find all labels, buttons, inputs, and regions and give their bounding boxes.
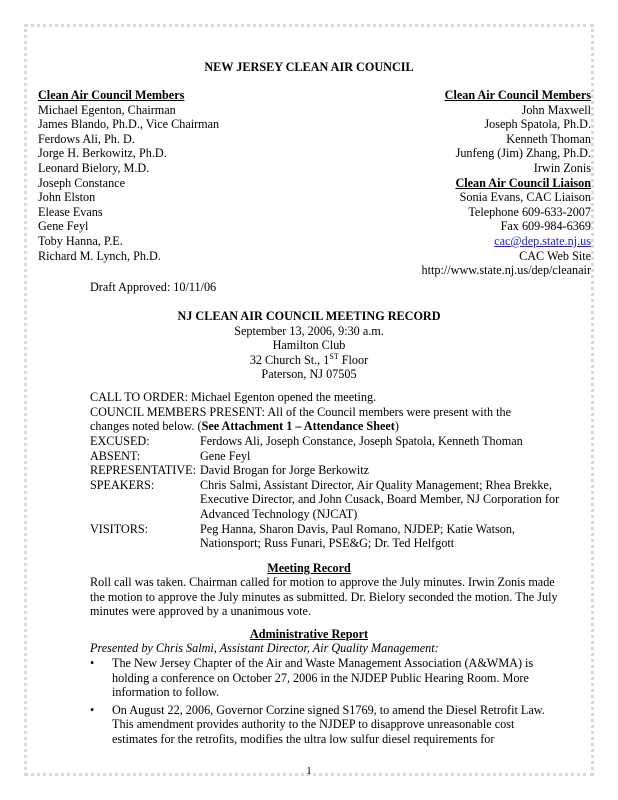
call-to-order: CALL TO ORDER: Michael Egenton opened the meeting. [90,390,377,404]
member-item: Elease Evans [38,204,103,219]
member-item: Ferdows Ali, Ph. D. [38,131,135,146]
list-item: • The New Jersey Chapter of the Air and Waste Management Association (A&WMA) is holding a conference on October 27, 2006 in the NJDEP Public Hearing Room. More information to follow. [90,656,534,700]
members-present-cont: changes noted below. (See Attachment 1 – Attendance Sheet) [90,419,399,434]
record-title: NJ CLEAN AIR COUNCIL MEETING RECORD [177,309,441,323]
record-city: Paterson, NJ 07505 [261,367,357,382]
meeting-record-text: Roll call was taken. Chairman called for motion to approve the July minutes. Irwin Zonis made the motion to approve the July minutes as submitted. Dr. Bielory seconded the motion. The July minutes were approved by a unanimous vote. [90,575,558,619]
attendance-row: VISITORS: Peg Hanna, Sharon Davis, Paul Romano, NJDEP; Katie Watson, Nationsport; Russ Funari, PSE&G; Dr. Ted Helfgott [90,521,515,551]
record-date: September 13, 2006, 9:30 a.m. [234,323,384,338]
members-right-column [422,88,591,278]
member-item: Irwin Zonis [533,160,591,175]
list-item: • On August 22, 2006, Governor Corzine signed S1769, to amend the Diesel Retrofit Law. This amendment provides authority to the NJDEP to disapprove unreasonable cost estimates for the retrofits, modifies the ultra low sulfur diesel requirements for [90,702,545,746]
attendance-row: REPRESENTATIVE: David Brogan for Jorge Berkowitz [90,463,370,478]
admin-bullets [90,656,562,747]
draft-approved: Draft Approved: 10/11/06 [90,280,217,294]
member-item: James Blando, Ph.D., Vice Chairman [38,117,220,132]
call-to-order-block [90,390,560,434]
council-title: NEW JERSEY CLEAN AIR COUNCIL [204,60,414,74]
member-item: Michael Egenton, Chairman [38,102,176,117]
attendance-row: SPEAKERS: Chris Salmi, Assistant Director, Air Quality Management; Rhea Brekke, Executive Director, and John Cusack, Board Member, NJ Corporation for Advanced Technology (NJCAT) [90,477,560,521]
bullet-icon: • [90,702,95,717]
member-item: Junfeng (Jim) Zhang, Ph.D. [455,146,591,161]
liaison-fax: Fax 609-984-6369 [500,219,591,234]
website-label: CAC Web Site [519,248,591,263]
member-item: Gene Feyl [38,219,89,234]
bullet-icon: • [90,656,95,670]
member-item: Leonard Bielory, M.D. [38,160,150,175]
admin-presenter: Presented by Chris Salmi, Assistant Director, Air Quality Management: [90,641,439,655]
page-number: 1 [306,765,312,777]
email-link[interactable]: cac@dep.state.nj.us [494,233,591,248]
admin-report-heading: Administrative Report [249,627,369,641]
liaison-telephone: Telephone 609-633-2007 [468,204,591,219]
record-venue: Hamilton Club [272,338,346,353]
member-item: Richard M. Lynch, Ph.D. [38,248,161,263]
member-item: Joseph Spatola, Ph.D. [484,117,591,132]
member-item: John Elston [38,190,96,205]
attachment-reference: See Attachment 1 – Attendance Sheet [201,419,395,434]
attendance-row: ABSENT: Gene Feyl [90,448,251,463]
attendance-row: EXCUSED: Ferdows Ali, Joseph Constance, Joseph Spatola, Kenneth Thoman [90,434,523,448]
member-item: Kenneth Thoman [506,131,591,146]
meeting-record-heading: Meeting Record [267,561,351,575]
members-heading-left: Clean Air Council Members [38,88,185,102]
members-present: COUNCIL MEMBERS PRESENT: All of the Council members were present with the [90,404,512,419]
liaison-heading: Clean Air Council Liaison [455,175,591,190]
attendance-table [90,434,560,551]
record-address: 32 Church St., 1ST Floor [249,351,369,367]
members-left-column [38,88,219,263]
liaison-name: Sonia Evans, CAC Liaison [459,190,591,205]
member-item: Jorge H. Berkowitz, Ph.D. [38,146,167,161]
member-item: Joseph Constance [38,175,125,190]
member-item: Toby Hanna, P.E. [38,233,123,248]
member-item: John Maxwell [521,102,591,117]
members-heading-right: Clean Air Council Members [444,88,591,102]
meeting-record-header [0,309,618,382]
website-url: http://www.state.nj.us/dep/cleanair [421,263,591,278]
